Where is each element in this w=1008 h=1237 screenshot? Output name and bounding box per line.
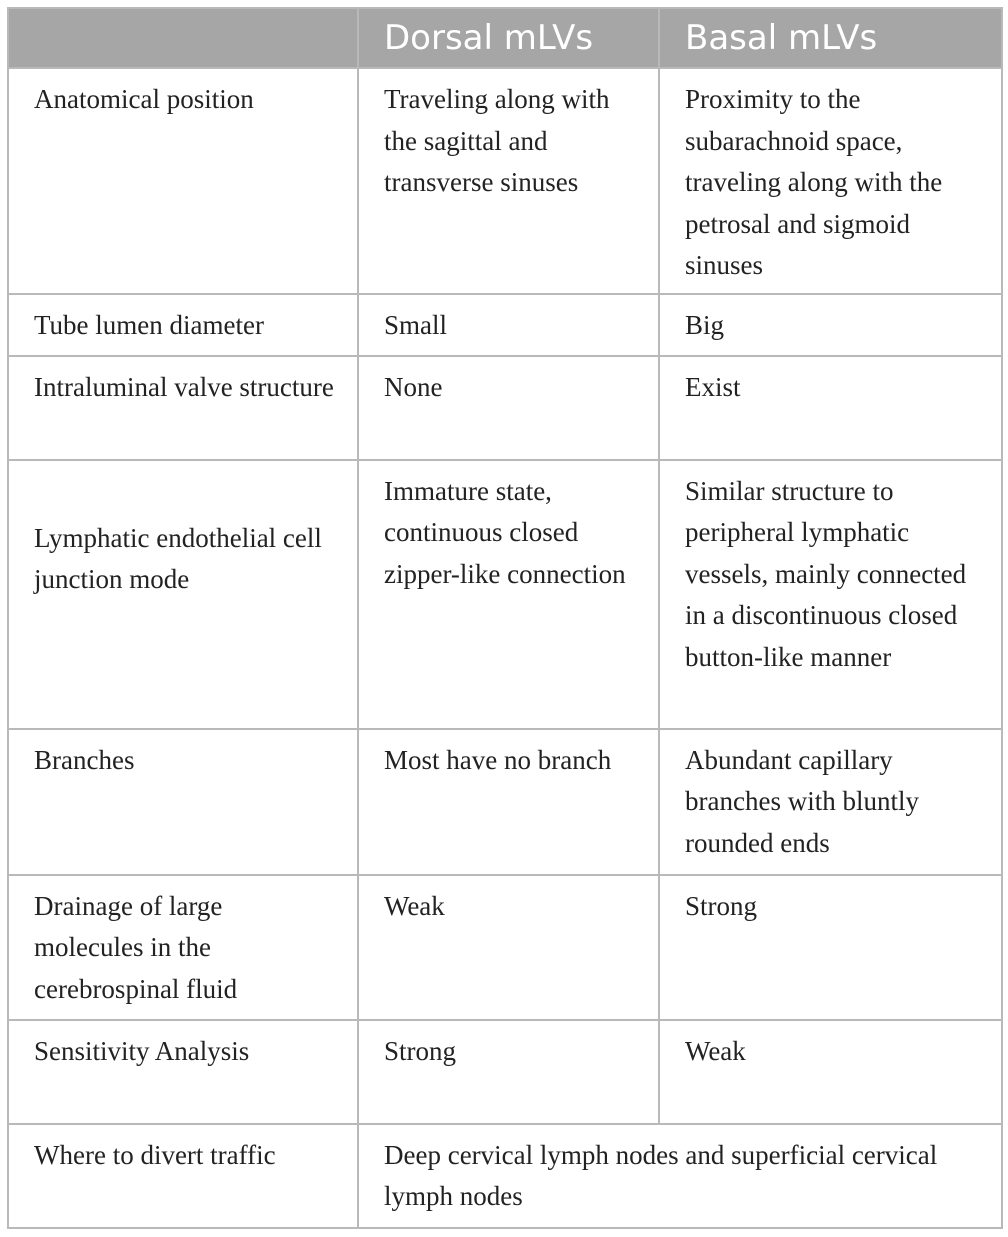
row-label: Where to divert traffic [8,1124,358,1228]
row-label: Drainage of large molecules in the cerebrospinal fluid [8,875,358,1020]
row-label: Branches [8,729,358,875]
divert-value-cell: Deep cervical lymph nodes and superficial cervical lymph nodes [358,1124,1002,1228]
table-row [8,460,1002,729]
dorsal-cell: None [358,356,659,460]
table-row [8,294,1002,356]
basal-cell: Similar structure to peripheral lymphatic vessels, mainly connected in a discontinuous closed button-like manner [659,460,1002,729]
row-label: Sensitivity Analysis [8,1020,358,1124]
dorsal-cell: Immature state, continuous closed zipper-like connection [358,460,659,729]
dorsal-cell: Weak [358,875,659,1020]
table-row-divert [8,1124,1002,1228]
table-row [8,1020,1002,1124]
dorsal-cell: Strong [358,1020,659,1124]
header-dorsal: Dorsal mLVs [358,8,659,68]
dorsal-cell: Most have no branch [358,729,659,875]
row-label: Anatomical position [8,68,358,294]
basal-cell: Strong [659,875,1002,1020]
basal-cell: Abundant capillary branches with bluntly rounded ends [659,729,1002,875]
table-row [8,729,1002,875]
basal-cell: Big [659,294,1002,356]
basal-cell: Exist [659,356,1002,460]
basal-cell: Proximity to the subarachnoid space, traveling along with the petrosal and sigmoid sinuses [659,68,1002,294]
basal-cell: Weak [659,1020,1002,1124]
header-empty-cell [8,8,358,68]
dorsal-cell: Small [358,294,659,356]
row-label: Lymphatic endothelial cell junction mode [8,460,358,729]
comparison-table [7,7,1003,1229]
table-row [8,875,1002,1020]
dorsal-cell: Traveling along with the sagittal and transverse sinuses [358,68,659,294]
header-row [8,8,1002,68]
table-row [8,356,1002,460]
row-label: Tube lumen diameter [8,294,358,356]
table-row [8,68,1002,294]
table-header [8,8,1002,68]
comparison-table-container [7,7,1001,1229]
header-basal: Basal mLVs [659,8,1002,68]
row-label: Intraluminal valve structure [8,356,358,460]
table-body [8,68,1002,1228]
